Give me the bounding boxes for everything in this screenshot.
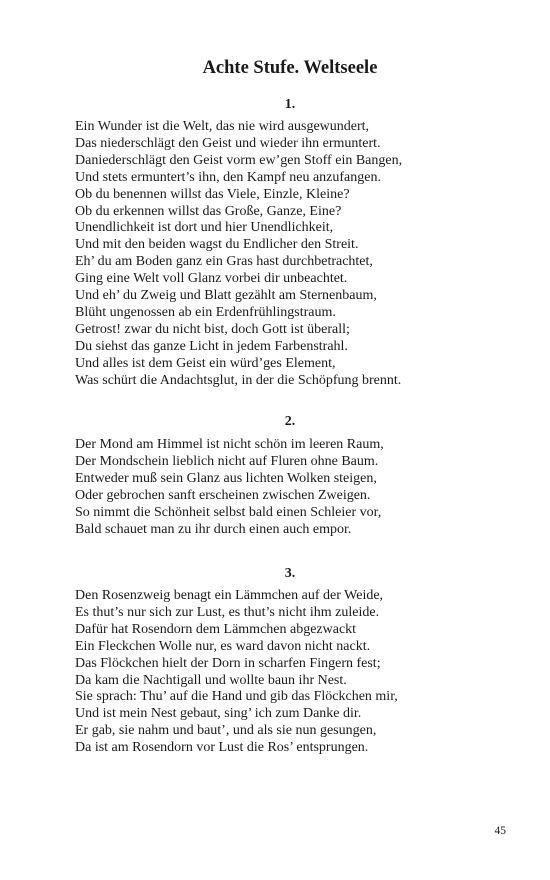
verse-line: Eh’ du am Boden ganz ein Gras hast durchbetrachtet, [75,254,373,270]
verse-line: Bald schauet man zu ihr durch einen auch empor. [75,521,352,537]
verse-line: Entweder muß sein Glanz aus lichten Wolken steigen, [75,470,377,486]
verse-line: Unendlichkeit ist dort und hier Unendlichkeit, [75,220,334,236]
stanza-2 [75,437,515,538]
verse-line: Dafür hat Rosendorn dem Lämmchen abgezwackt [75,621,357,637]
verse-line: Und stets ermuntert’s ihn, den Kampf neu anzufangen. [75,169,381,185]
verse-line: Und alles ist dem Geist ein würd’ges Element, [75,355,336,371]
verse-line: So nimmt die Schönheit selbst bald einen Schleier vor, [75,504,382,520]
verse-line: Der Mondschein lieblich nicht auf Fluren ohne Baum. [75,453,379,469]
verse-line: Sie sprach: Thu’ auf die Hand und gib das Flöckchen mir, [75,689,398,705]
verse-line: Ein Fleckchen Wolle nur, es ward davon nicht nackt. [75,638,371,654]
verse-line: Und ist mein Nest gebaut, sing’ ich zum Danke dir. [75,706,362,722]
verse-line: Ging eine Welt voll Glanz vorbei dir unbeachtet. [75,271,348,287]
verse-line: Getrost! zwar du nicht bist, doch Gott ist überall; [75,321,350,337]
page-number: 45 [494,825,506,837]
stanza-1 [75,119,515,390]
verse-line: Du siehst das ganze Licht in jedem Farbenstrahl. [75,338,348,354]
verse-line: Ein Wunder ist die Welt, das nie wird ausgewundert, [75,119,370,134]
verse-line: Blüht ungenossen ab ein Erdenfrühlingstraum. [75,304,336,320]
stanza-3 [75,588,515,757]
verse-line: Ob du benennen willst das Viele, Einzle, Kleine? [75,186,350,202]
verse-line: Der Mond am Himmel ist nicht schön im leeren Raum, [75,437,384,452]
chapter-title: Achte Stufe. Weltseele [202,58,378,78]
verse-line: Oder gebrochen sanft erscheinen zwischen Zweigen. [75,487,371,503]
verse-line: Und mit den beiden wagst du Endlicher den Streit. [75,237,359,253]
section-number-2: 2. [284,414,296,429]
verse-line: Es thut’s nur sich zur Lust, es thut’s nicht ihm zuleide. [75,604,380,620]
verse-line: Das Flöckchen hielt der Dorn in scharfen Fingern fest; [75,655,381,671]
verse-line: Da kam die Nachtigall und wollte baun ihr Nest. [75,672,347,688]
verse-line: Den Rosenzweig benagt ein Lämmchen auf der Weide, [75,588,384,603]
verse-line: Er gab, sie nahm und baut’, und als sie nun gesungen, [75,723,377,739]
verse-line: Was schürt die Andachtsglut, in der die Schöpfung brennt. [75,372,402,388]
verse-line: Ob du erkennen willst das Große, Ganze, Eine? [75,203,342,219]
section-number-1: 1. [284,97,296,112]
verse-line: Daniederschlägt den Geist vorm ew’gen Stoff ein Bangen, [75,152,403,168]
verse-line: Das niederschlägt den Geist und wieder ihn ermuntert. [75,135,381,151]
verse-line: Da ist am Rosendorn vor Lust die Ros’ entsprungen. [75,740,369,756]
section-number-3: 3. [284,566,296,581]
verse-line: Und eh’ du Zweig und Blatt gezählt am Sternenbaum, [75,288,377,304]
